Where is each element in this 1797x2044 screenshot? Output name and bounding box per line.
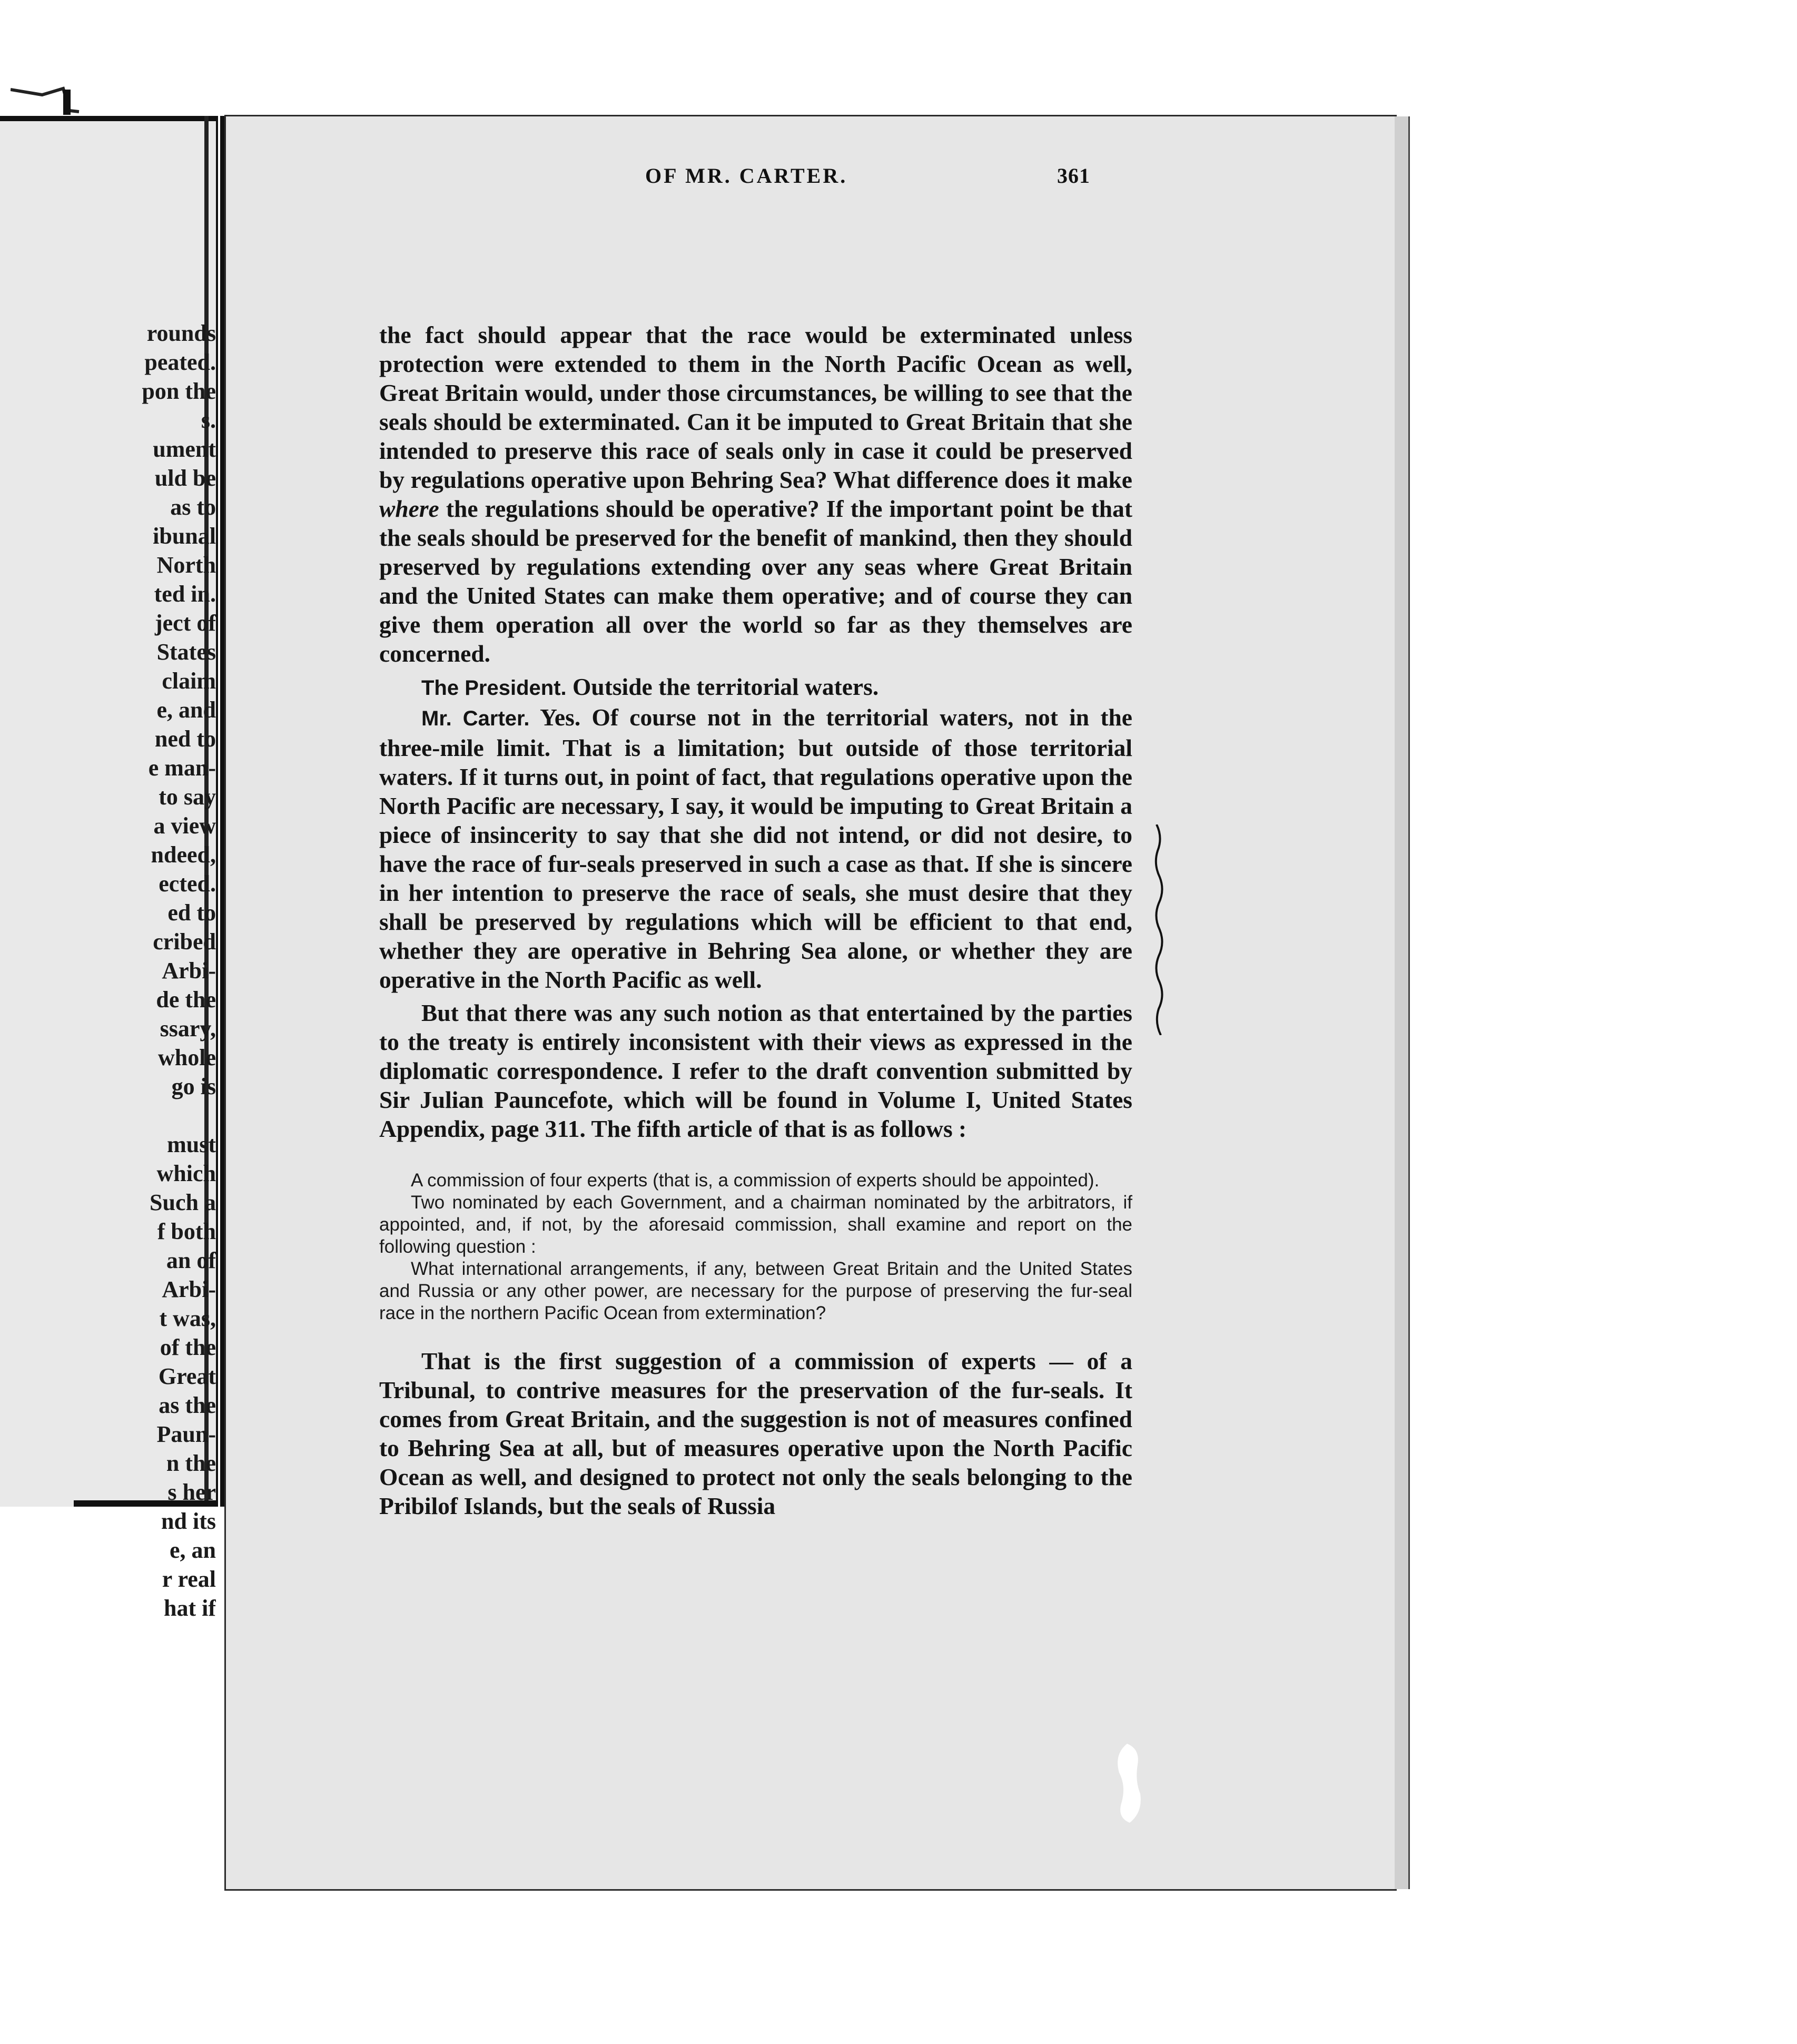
page-body — [379, 320, 1132, 1520]
page-edge-top — [0, 116, 216, 121]
paragraph-1: the fact should appear that the race would be exterminated unless protection were extended to them in the North Pacific Ocean as well, Great Britain would, under those circumstances, be willing to see that the seals should be exterminated. Can it be imputed to Great Britain that she intended to preserve this race of seals only in case it could be preserved by regulations operative upon Behring Sea? What difference does it make where the regulations should be operative? If the important point be that the seals should be preserved for the benefit of mankind, then they should preserved by regulations extending over any seas where Great Britain and the United States can make them operative; and of course they can give them operation all over the world so far as they themselves are concerned. — [379, 321, 1133, 667]
previous-page-line: as the — [159, 1392, 216, 1418]
previous-page-line: cribed — [153, 929, 216, 955]
previous-page-line: must — [167, 1132, 216, 1157]
paragraph-president: The President. Outside the territorial waters. — [421, 673, 879, 700]
quote-line-1: A commission of four experts (that is, a commission of experts should be appointed). — [411, 1170, 1100, 1191]
previous-page-line: ssary, — [160, 1016, 216, 1041]
previous-page-line: r real — [162, 1566, 216, 1592]
previous-page-line: ument — [153, 436, 216, 462]
previous-page-line: de the — [156, 987, 216, 1013]
previous-page-line: s. — [201, 407, 216, 433]
previous-page-line: Arbi- — [162, 1276, 216, 1302]
previous-page-line: pon the — [142, 378, 216, 404]
previous-page-line: Such a — [150, 1190, 216, 1215]
previous-page-line: an of — [166, 1247, 216, 1273]
previous-page-line: whole — [158, 1045, 216, 1070]
previous-page-line: a view — [153, 813, 216, 839]
paragraph-5: That is the first suggestion of a commission of experts — of a Tribunal, to contrive measures for the preservation of the fur-seals. It comes from Great Britain, and the suggestion is not of measures confined to Behring Sea at all, but of measures operative upon the North Pacific Ocean as well, and designed to protect not only the seals belonging to the Pribilof Islands, but the seals of Russia — [379, 1348, 1132, 1519]
previous-page-line: States — [156, 639, 216, 665]
previous-page-line: claim — [162, 668, 216, 694]
previous-page-line: s her — [167, 1479, 216, 1505]
margin-squiggle-mark — [1153, 824, 1166, 1035]
block-quote — [379, 1170, 1132, 1324]
previous-page-line: ned to — [154, 726, 216, 752]
previous-page-line: ted in. — [154, 581, 216, 607]
running-title: OF MR. CARTER. — [645, 164, 848, 188]
previous-page-line: e man- — [148, 755, 216, 781]
previous-page-line: go is — [171, 1074, 216, 1099]
speaker-label: The President. — [421, 676, 567, 700]
previous-page-line: ibunal — [153, 523, 216, 549]
previous-page-line: which — [156, 1161, 216, 1186]
previous-page-line: e, an — [170, 1537, 216, 1563]
previous-page-text — [26, 319, 216, 1623]
page-number: 361 — [1057, 164, 1090, 188]
speaker-label: Mr. Carter. — [421, 707, 530, 730]
scan-blot-mark — [1111, 1744, 1148, 1823]
previous-page-line: hat if — [164, 1595, 216, 1621]
scan-corner-mark — [11, 79, 84, 116]
book-gutter — [220, 116, 224, 1507]
previous-page-line: rounds — [146, 320, 216, 346]
previous-page-line: e, and — [156, 697, 216, 723]
previous-page-line: ed to — [167, 900, 216, 926]
page-edge-right — [1395, 116, 1410, 1889]
previous-page-line: Arbi- — [162, 958, 216, 984]
quote-line-2: Two nominated by each Government, and a chairman nominated by the arbitrators, if appointed, and, if not, by the aforesaid commission, shall examine and report on the following question : — [379, 1192, 1132, 1257]
previous-page — [0, 116, 218, 1621]
paragraph-4: But that there was any such notion as that entertained by the parties to the treaty is entirely inconsistent with their views as expressed in the diplomatic correspondence. I refer to the draft convention submitted by Sir Julian Pauncefote, which will be found in Volume I, United States Appendix, page 311. The fifth article of that is as follows : — [379, 999, 1132, 1142]
previous-page-line: n the — [166, 1450, 216, 1476]
previous-page-line: nd its — [161, 1508, 216, 1534]
previous-page-line: uld be — [154, 465, 216, 491]
previous-page-line: peated. — [144, 349, 216, 375]
paragraph-carter: Mr. Carter. Yes. Of course not in the territorial waters, not in the three-mile limit. That is a limitation; but outside of those territorial waters. If it turns out, in point of fact, that regulations operative upon the North Pacific are necessary, I say, it would be imputing to Great Britain a piece of insincerity to say that she did not intend, or did not desire, to have the race of fur-seals preserved in such a case as that. If she is sincere in her intention to preserve the race of seals, she must desire that they shall be preserved by regulations which will be efficient to that end, whether they are operative in Behring Sea alone, or whether they are operative in the North Pacific as well. — [379, 704, 1132, 993]
quote-line-3: What international arrangements, if any, between Great Britain and the United States and Russia or any other power, are necessary for the purpose of preserving the fur-seal race in the northern Pacific Ocean from extermination? — [379, 1259, 1132, 1323]
previous-page-line: Great — [158, 1363, 216, 1389]
previous-page-line: ected. — [159, 871, 216, 897]
previous-page-line: ndeed, — [151, 842, 216, 868]
previous-page-line: f both — [157, 1218, 216, 1244]
previous-page-line — [26, 1101, 216, 1130]
previous-page-line: North — [156, 552, 216, 578]
previous-page-line: as to — [170, 494, 216, 520]
italic-word: where — [379, 495, 439, 522]
previous-page-line: to say — [159, 784, 216, 810]
previous-page-line: ject of — [154, 610, 216, 636]
previous-page-line: t was, — [159, 1305, 216, 1331]
previous-page-line: Paun- — [156, 1421, 216, 1447]
previous-page-line: of the — [160, 1334, 216, 1360]
